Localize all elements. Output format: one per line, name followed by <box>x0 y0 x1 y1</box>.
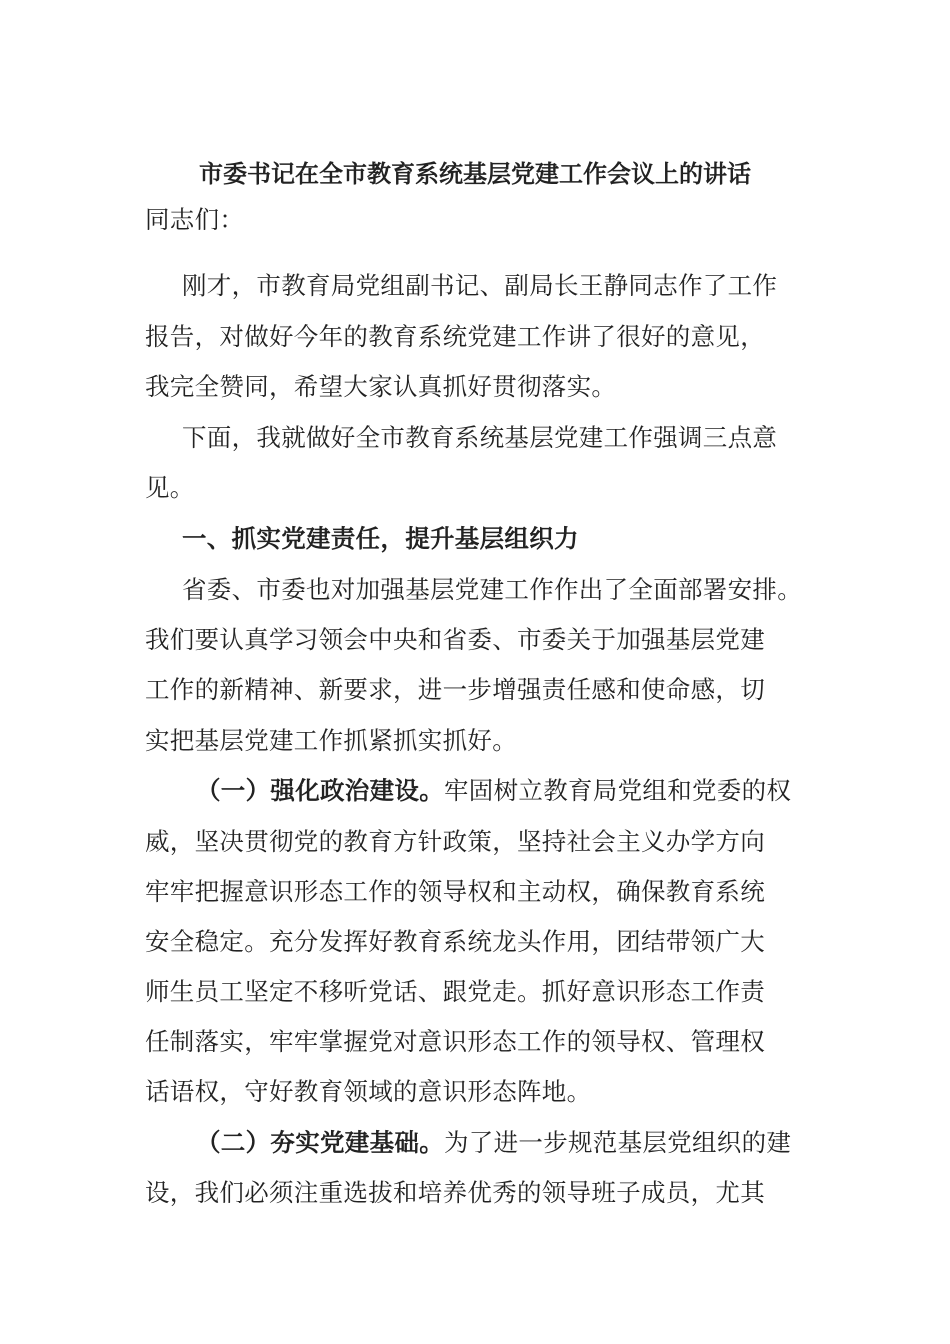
paragraph-line: 牢牢把握意识形态工作的领导权和主动权，确保教育系统 <box>145 877 765 906</box>
document-title: 市委书记在全市教育系统基层党建工作会议上的讲话 <box>199 160 751 188</box>
paragraph-line: 话语权，守好教育领域的意识形态阵地。 <box>145 1077 592 1106</box>
paragraph-line: 报告，对做好今年的教育系统党建工作讲了很好的意见， <box>145 322 765 351</box>
paragraph-line: 工作的新精神、新要求，进一步增强责任感和使命感，切 <box>145 675 765 704</box>
paragraph-line: 见。 <box>145 473 195 502</box>
section-heading: 一、抓实党建责任，提升基层组织力 <box>182 524 579 553</box>
salutation: 同志们： <box>145 205 245 234</box>
paragraph-line: 下面，我就做好全市教育系统基层党建工作强调三点意 <box>182 423 778 452</box>
paragraph-line: 威，坚决贯彻党的教育方针政策，坚持社会主义办学方向 <box>145 827 765 856</box>
paragraph-line: 师生员工坚定不移听党话、跟党走。抓好意识形态工作责 <box>145 977 765 1006</box>
paragraph-line: 实把基层党建工作抓紧抓实抓好。 <box>145 726 517 755</box>
subsection-heading: （一）强化政治建设。 <box>196 776 444 805</box>
paragraph-line: 刚才，市教育局党组副书记、副局长王静同志作了工作 <box>182 271 778 300</box>
subsection-text: 为了进一步规范基层党组织的建 <box>444 1128 792 1157</box>
subsection-text: 牢固树立教育局党组和党委的权 <box>444 776 792 805</box>
subsection-line <box>196 771 791 811</box>
paragraph-line: 安全稳定。充分发挥好教育系统龙头作用，团结带领广大 <box>145 927 765 956</box>
paragraph-line: 任制落实，牢牢掌握党对意识形态工作的领导权、管理权 <box>145 1027 765 1056</box>
paragraph-line: 设，我们必须注重选拔和培养优秀的领导班子成员，尤其 <box>145 1178 765 1207</box>
paragraph-line: 我完全赞同，希望大家认真抓好贯彻落实。 <box>145 372 617 401</box>
paragraph-line: 我们要认真学习领会中央和省委、市委关于加强基层党建 <box>145 625 765 654</box>
paragraph-line: 省委、市委也对加强基层党建工作作出了全面部署安排。 <box>182 575 802 604</box>
subsection-line <box>196 1123 791 1163</box>
subsection-heading: （二）夯实党建基础。 <box>196 1128 444 1157</box>
